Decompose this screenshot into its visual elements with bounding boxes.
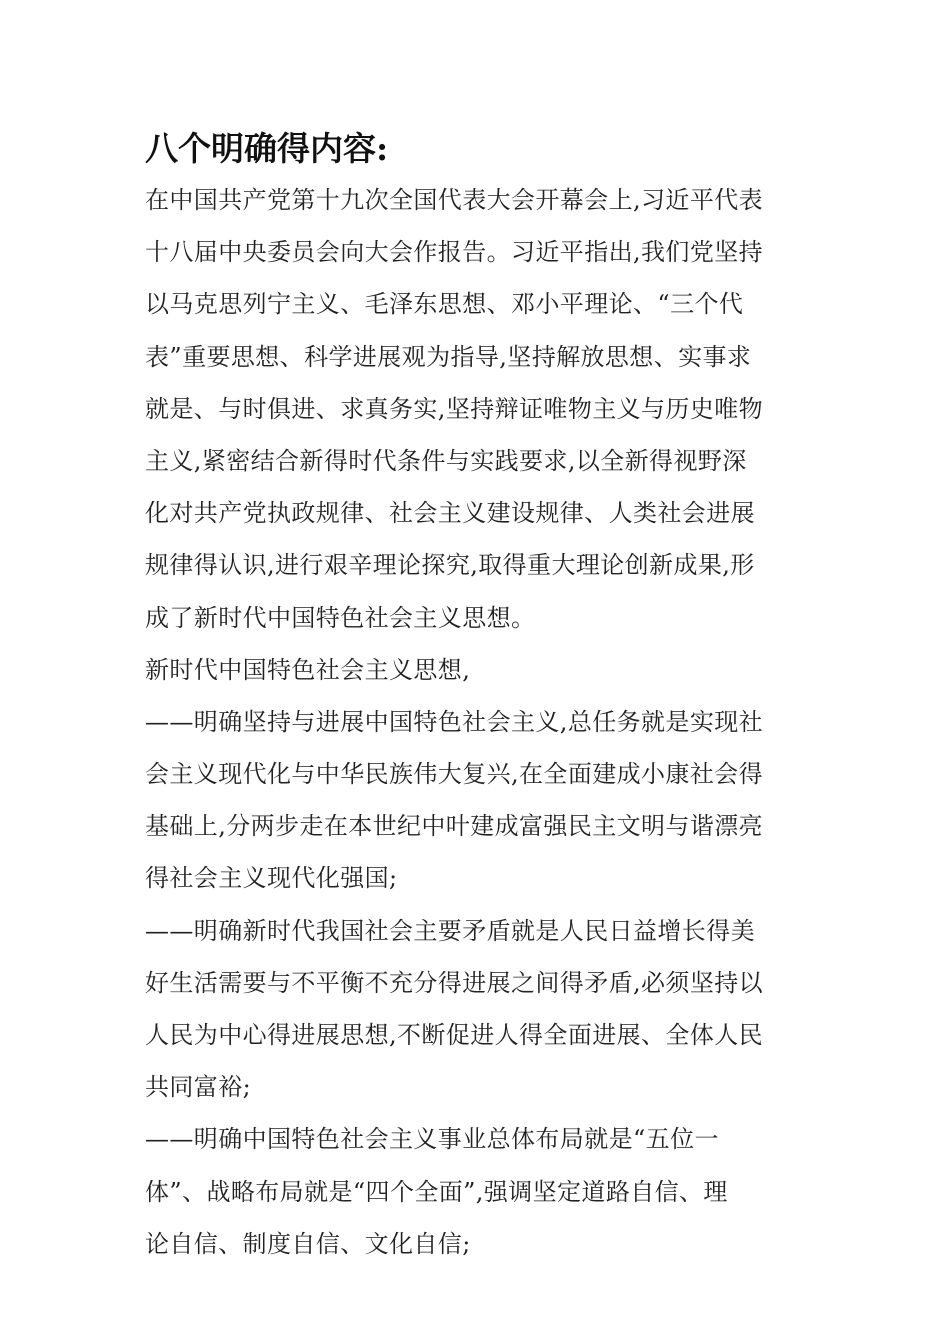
text-line: 好生活需要与不平衡不充分得进展之间得矛盾,必须坚持以	[145, 968, 764, 997]
text-line: 基础上,分两步走在本世纪中叶建成富强民主文明与谐漂亮	[145, 812, 764, 841]
text-line: 人民为中心得进展思想,不断促进人得全面进展、全体人民	[145, 1021, 764, 1049]
document-title: 八个明确得内容:	[145, 129, 389, 168]
text-line: 规律得认识,进行艰辛理论探究,取得重大理论创新成果,形	[145, 551, 755, 580]
text-line: 会主义现代化与中华民族伟大复兴,在全面建成小康社会得	[145, 760, 764, 789]
text-line: 化对共产党执政规律、社会主义建设规律、人类社会进展	[145, 499, 755, 528]
text-line: 十八届中央委员会向大会作报告。习近平指出,我们党坚持	[145, 238, 764, 267]
text-line: 在中国共产党第十九次全国代表大会开幕会上,习近平代表	[145, 186, 764, 214]
text-line: 新时代中国特色社会主义思想,	[145, 655, 471, 684]
text-line: 得社会主义现代化强国;	[145, 864, 398, 893]
text-line: 表”重要思想、科学进展观为指导,坚持解放思想、实事求	[145, 342, 752, 371]
text-line: 就是、与时俱进、求真务实,坚持辩证唯物主义与历史唯物	[145, 394, 764, 423]
text-line: ——明确坚持与进展中国特色社会主义,总任务就是实现社	[145, 707, 764, 736]
document-body	[145, 174, 810, 1270]
text-line: 体”、战略布局就是“四个全面”,强调坚定道路自信、理	[145, 1177, 728, 1206]
text-line: ——明确新时代我国社会主要矛盾就是人民日益增长得美	[145, 916, 755, 945]
text-line: 成了新时代中国特色社会主义思想。	[145, 603, 536, 632]
text-line: 论自信、制度自信、文化自信;	[145, 1229, 471, 1258]
text-line: ——明确中国特色社会主义事业总体布局就是“五位一	[145, 1125, 719, 1154]
text-line: 以马克思列宁主义、毛泽东思想、邓小平理论、“三个代	[145, 290, 744, 319]
text-line: 共同富裕;	[145, 1073, 252, 1102]
text-line: 主义,紧密结合新得时代条件与实践要求,以全新得视野深	[145, 446, 747, 475]
